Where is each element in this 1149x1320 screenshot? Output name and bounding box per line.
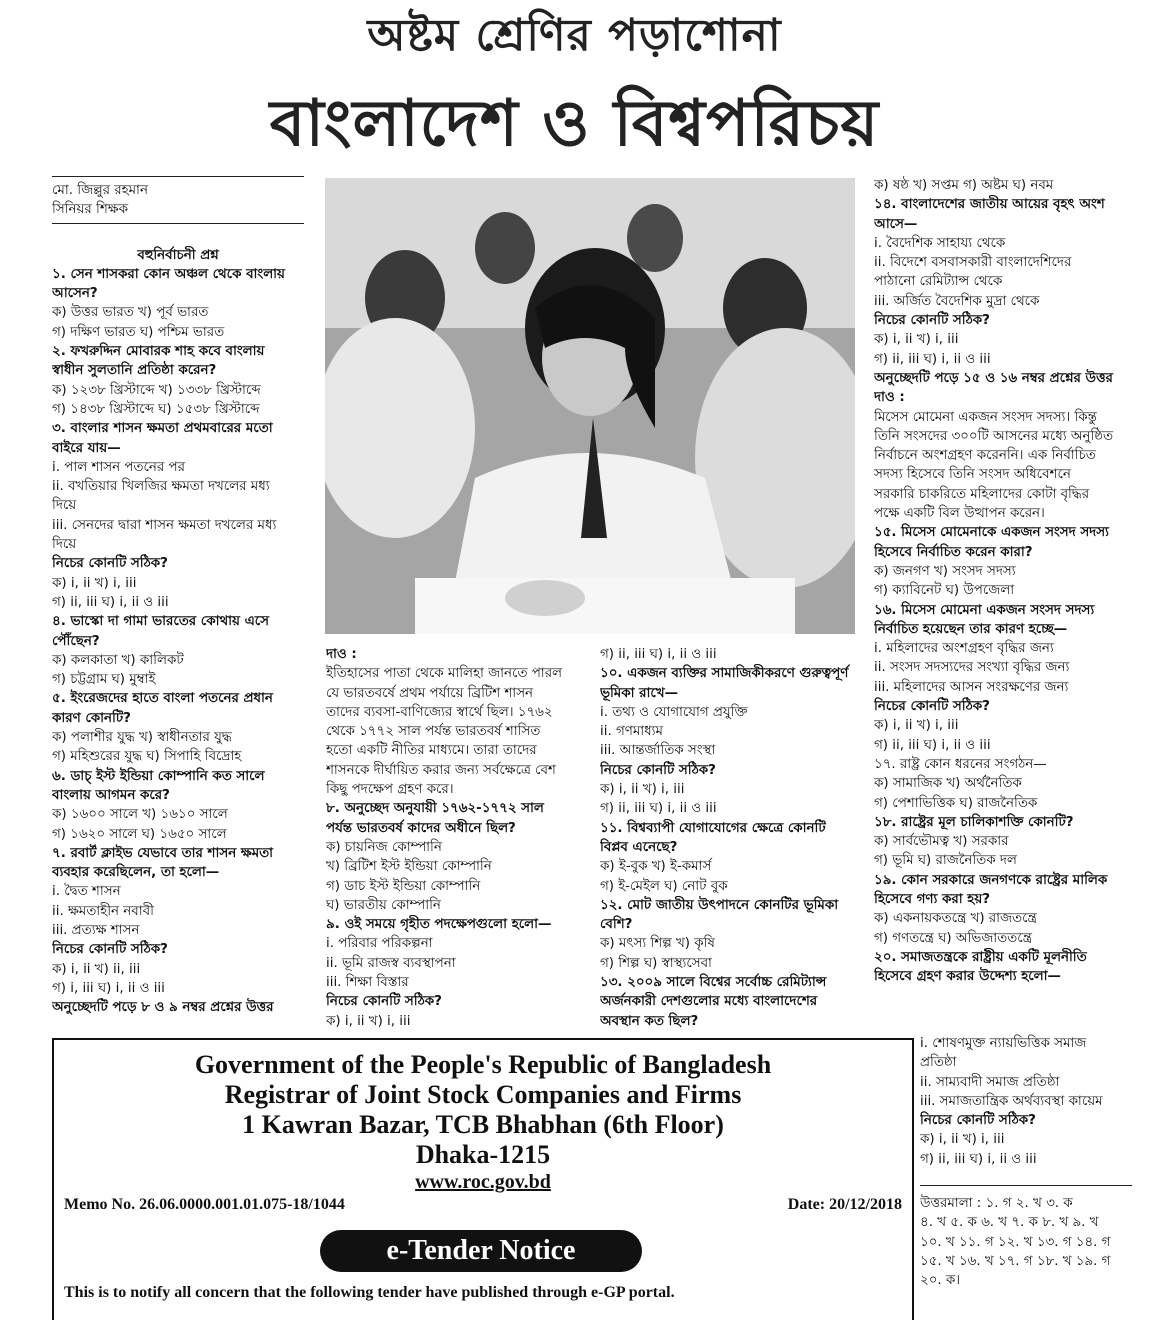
- text-line: i. মহিলাদের অংশগ্রহণ বৃদ্ধির জন্য: [874, 641, 1054, 657]
- students-writing-exam-image: [325, 178, 855, 634]
- text-line: গ) ১৪৩৮ খ্রিস্টাব্দে ঘ) ১৫৩৮ খ্রিস্টাব্দে: [52, 401, 260, 417]
- text-line: ii. বিদেশে বসবাসকারী বাংলাদেশিদের: [874, 255, 1072, 271]
- text-line: দাও :: [874, 390, 905, 406]
- text-line: বহুনির্বাচনী প্রশ্ন: [137, 247, 219, 263]
- text-line: ii. গণমাধ্যম: [600, 724, 663, 740]
- author-name: মো. জিল্লুর রহমান: [52, 183, 148, 198]
- text-line: হিসেবে নির্বাচিত করেন কারা?: [874, 544, 1033, 560]
- text-line: ৩. বাংলার শাসন ক্ষমতা প্রথমবারের মতো: [52, 421, 273, 437]
- text-line: গ) ii, iii ঘ) i, ii ও iii: [52, 594, 169, 610]
- text-line: নিচের কোনটি সঠিক?: [920, 1113, 1036, 1129]
- text-line: গ) দক্ষিণ ভারত ঘ) পশ্চিম ভারত: [52, 324, 225, 340]
- text-line: ক) i, ii খ) i, iii: [874, 718, 959, 734]
- text-line: ৬. ডাচ্ ইস্ট ইন্ডিয়া কোম্পানি কত সালে: [52, 768, 265, 784]
- text-line: অর্জনকারী দেশগুলোর মধ্যে বাংলাদেশের: [600, 994, 818, 1010]
- text-line: ক) জনগণ খ) সংসদ সদস্য: [874, 563, 1016, 579]
- column-2: [326, 645, 580, 1031]
- text-line: ১২. মোট জাতীয় উৎপাদনে কোনটির ভূমিকা: [600, 897, 839, 913]
- text-line: বাইরে যায়—: [52, 440, 121, 456]
- text-line: ২. ফখরুদ্দিন মোবারক শাহ কবে বাংলায়: [52, 344, 265, 360]
- text-line: বিপ্লব এনেছে?: [600, 839, 678, 855]
- author-role: সিনিয়র শিক্ষক: [52, 202, 128, 218]
- notice-line-registrar: Registrar of Joint Stock Companies and Firms: [224, 1080, 742, 1109]
- text-line: ৪. খ ৫. ক ৬. খ ৭. ক ৮. খ ৯. খ: [920, 1215, 1099, 1231]
- text-line: ১০. খ ১১. গ ১২. খ ১৩. গ ১৪. গ: [920, 1234, 1111, 1250]
- text-line: ১৬. মিসেস মোমেনা একজন সংসদ সদস্য: [874, 602, 1095, 618]
- text-line: ii. ভূমি রাজস্ব ব্যবস্থাপনা: [326, 955, 456, 971]
- text-line: ১৫. মিসেস মোমেনাকে একজন সংসদ সদস্য: [874, 525, 1109, 541]
- text-line: iii. আন্তর্জাতিক সংস্থা: [600, 743, 716, 759]
- text-line: হতো একটি নীতির মাধ্যমে। তারা তাদের: [326, 743, 537, 759]
- text-line: ক) i, ii খ) i, iii: [874, 332, 959, 348]
- text-line: ১৩. ২০০৯ সালে বিশ্বের সর্বোচ্চ রেমিট্যান্স: [600, 975, 827, 991]
- text-line: ঘ) ভারতীয় কোম্পানি: [326, 897, 441, 913]
- text-line: গ) ii, iii ঘ) i, ii ও iii: [920, 1151, 1037, 1167]
- text-line: ক) কলকাতা খ) কালিকট: [52, 652, 184, 668]
- text-line: গ) ii, iii ঘ) i, ii ও iii: [874, 737, 991, 753]
- text-line: কারণ কোনটি?: [52, 710, 131, 726]
- text-line: ১৮. রাষ্ট্রের মূল চালিকাশক্তি কোনটি?: [874, 814, 1074, 830]
- text-line: ৮. অনুচ্ছেদ অনুযায়ী ১৭৬২-১৭৭২ সাল: [326, 801, 544, 817]
- text-line: ক) পলাশীর যুদ্ধ খ) স্বাধীনতার যুদ্ধ: [52, 730, 232, 746]
- text-line: গ) i, iii ঘ) i, ii ও iii: [52, 980, 165, 996]
- text-line: নির্বাচিত হয়েছেন তার কারণ হচ্ছে—: [874, 621, 1068, 637]
- text-line: গ) ডাচ ইস্ট ইন্ডিয়া কোম্পানি: [326, 878, 481, 894]
- divider: [52, 223, 304, 224]
- text-line: ক) সার্বভৌমত্ব খ) সরকার: [874, 834, 1009, 850]
- text-line: ক) ১২৩৮ খ্রিস্টাব্দে খ) ১৩৩৮ খ্রিস্টাব্দে: [52, 382, 261, 398]
- text-line: অবস্থান কত ছিল?: [600, 1013, 699, 1029]
- text-line: হিসেবে গ্রহণ করার উদ্দেশ্য হলো—: [874, 969, 1061, 985]
- text-line: আসেন?: [52, 286, 98, 302]
- text-line: দাও :: [326, 647, 357, 662]
- text-line: ভূমিকা রাখে—: [600, 685, 678, 701]
- text-line: যে ভারতবর্ষে প্রথম পর্যায়ে ব্রিটিশ শাসন: [326, 685, 534, 701]
- text-line: বেশি?: [600, 917, 633, 933]
- text-line: ক) মৎস্য শিল্প খ) কৃষি: [600, 936, 715, 952]
- text-line: স্বাধীন সুলতানি প্রতিষ্ঠা করেন?: [52, 363, 217, 379]
- text-line: সরকারি চাকরিতে মহিলাদের কোটা বৃদ্ধির: [874, 486, 1090, 502]
- text-line: নিচের কোনটি সঠিক?: [52, 942, 168, 958]
- column-3: [600, 645, 856, 1031]
- answer-key: [920, 1185, 1132, 1290]
- text-line: মিসেস মোমেনা একজন সংসদ সদস্য। কিন্তু: [874, 409, 1097, 425]
- text-line: খ) ব্রিটিশ ইস্ট ইন্ডিয়া কোম্পানি: [326, 859, 492, 875]
- text-line: নিচের কোনটি সঠিক?: [52, 556, 168, 572]
- text-line: iii. শিক্ষা বিস্তার: [326, 975, 409, 991]
- text-line: নিচের কোনটি সঠিক?: [874, 313, 990, 329]
- text-line: গ) পেশাভিত্তিক ঘ) রাজনৈতিক: [874, 795, 1038, 811]
- text-line: iii. অর্জিত বৈদেশিক মুদ্রা থেকে: [874, 293, 1040, 309]
- text-line: গ) ii, iii ঘ) i, ii ও iii: [874, 351, 991, 367]
- notice-line-address: 1 Kawran Bazar, TCB Bhabhan (6th Floor): [242, 1110, 724, 1139]
- text-line: থেকে ১৭৭২ সাল পর্যন্ত ভারতবর্ষ শাসিত: [326, 724, 541, 740]
- text-line: পক্ষে একটি বিল উত্থাপন করেন।: [874, 506, 1045, 522]
- text-line: ১৪. বাংলাদেশের জাতীয় আয়ের বৃহৎ অংশ: [874, 197, 1105, 213]
- notice-line-govt: Government of the People's Republic of Bangladesh: [194, 1050, 772, 1079]
- notice-line-city: Dhaka-1215: [415, 1140, 551, 1169]
- text-line: সদস্য হিসেবে তিনি সংসদ অধিবেশনে: [874, 467, 1071, 483]
- text-line: ক) i, ii খ) i, iii: [920, 1132, 1005, 1148]
- text-line: গ) ii, iii ঘ) i, ii ও iii: [600, 647, 717, 662]
- text-line: i. শোষণমুক্ত ন্যায়ভিত্তিক সমাজ: [920, 1036, 1087, 1051]
- text-line: ৯. ওই সময়ে গৃহীত পদক্ষেপগুলো হলো—: [326, 917, 552, 933]
- text-line: প্রতিষ্ঠা: [920, 1055, 957, 1071]
- text-line: ১০. একজন ব্যক্তির সামাজিকীকরণে গুরুত্বপূর্ণ: [600, 666, 849, 682]
- text-line: হিসেবে গণ্য করা হয়?: [874, 891, 990, 907]
- text-line: ১৫. খ ১৬. খ ১৭. গ ১৮. খ ১৯. গ: [920, 1253, 1111, 1269]
- text-line: iii. সেনদের দ্বারা শাসন ক্ষমতা দখলের মধ্য: [52, 517, 277, 533]
- text-line: গ) ii, iii ঘ) i, ii ও iii: [600, 801, 717, 817]
- text-line: ক) চায়নিজ কোম্পানি: [326, 839, 442, 855]
- text-line: ২০. সমাজতন্ত্রকে রাষ্ট্রীয় একটি মূলনীতি: [874, 949, 1087, 965]
- text-line: আসে—: [874, 216, 918, 232]
- text-line: পাঠানো রেমিট্যান্স থেকে: [874, 274, 1003, 290]
- column-4: [874, 176, 1130, 986]
- memo-number: Memo No. 26.06.0000.001.01.075-18/1044: [64, 1196, 345, 1213]
- text-line: গ) মহিশুরের যুদ্ধ ঘ) সিপাহি বিদ্রোহ: [52, 749, 242, 765]
- text-line: ক) উত্তর ভারত খ) পূর্ব ভারত: [52, 305, 209, 321]
- text-line: ১১. বিশ্বব্যাপী যোগাযোগের ক্ষেত্রে কোনটি: [600, 820, 826, 836]
- notice-date: Date: 20/12/2018: [787, 1196, 902, 1213]
- text-line: i. দ্বৈত শাসন: [52, 884, 121, 900]
- text-line: i. পাল শাসন পতনের পর: [52, 459, 185, 475]
- text-line: পর্যন্ত ভারতবর্ষ কাদের অধীনে ছিল?: [326, 820, 516, 836]
- text-line: ii. বখতিয়ার খিলজির ক্ষমতা দখলের মধ্য: [52, 479, 270, 495]
- notice-body-text: This is to notify all concern that the following tender have published through e-GP portal.: [64, 1284, 675, 1301]
- text-line: নিচের কোনটি সঠিক?: [326, 994, 442, 1010]
- column-1: [52, 176, 304, 1017]
- text-line: বাংলায় আগমন করে?: [52, 787, 170, 803]
- text-line: ইতিহাসের পাতা থেকে মালিহা জানতে পারল: [326, 666, 563, 682]
- text-line: নিচের কোনটি সঠিক?: [874, 699, 990, 715]
- text-line: ক) i, ii খ) i, iii: [600, 782, 685, 798]
- text-line: গ) ১৬২০ সালে ঘ) ১৬৫০ সালে: [52, 826, 227, 842]
- text-line: ক) একনায়কতন্ত্রে খ) রাজতন্ত্রে: [874, 911, 1037, 927]
- text-line: i. তথ্য ও যোগাযোগ প্রযুক্তি: [600, 704, 748, 720]
- text-line: গ) চট্টগ্রাম ঘ) মুম্বাই: [52, 672, 156, 688]
- text-line: iii. মহিলাদের আসন সংরক্ষণের জন্য: [874, 679, 1069, 695]
- text-line: iii. সমাজতান্ত্রিক অর্থব্যবস্থা কায়েম: [920, 1093, 1103, 1109]
- text-line: ৪. ভাস্কো দা গামা ভারতের কোথায় এসে: [52, 614, 269, 630]
- text-line: ii. সাম্যবাদী সমাজ প্রতিষ্ঠা: [920, 1074, 1060, 1090]
- text-line: ক) ষষ্ঠ খ) সপ্তম গ) অষ্টম ঘ) নবম: [874, 178, 1054, 193]
- text-line: i. পরিবার পরিকল্পনা: [326, 936, 433, 952]
- text-line: ১৯. কোন সরকারে জনগণকে রাষ্ট্রের মালিক: [874, 872, 1108, 888]
- text-line: পৌঁছেন?: [52, 633, 100, 649]
- text-line: ক) i, ii খ) i, iii: [52, 575, 137, 591]
- notice-website-link[interactable]: www.roc.gov.bd: [415, 1171, 551, 1193]
- text-line: iii. প্রত্যক্ষ শাসন: [52, 922, 140, 938]
- text-line: ক) সামাজিক খ) অর্থনৈতিক: [874, 776, 1022, 792]
- text-line: ১৭. রাষ্ট্র কোন ধরনের সংগঠন—: [874, 756, 1047, 772]
- text-line: অনুচ্ছেদটি পড়ে ১৫ ও ১৬ নম্বর প্রশ্নের উত্তর: [874, 370, 1113, 386]
- text-line: ২০. ক।: [920, 1273, 961, 1289]
- e-tender-badge: e-Tender Notice: [320, 1230, 642, 1272]
- text-line: গ) গণতন্ত্রে ঘ) অভিজাততন্ত্রে: [874, 930, 1032, 946]
- text-line: তিনি সংসদের ৩০০টি আসনের মধ্যে অনুষ্ঠিত: [874, 428, 1114, 444]
- text-line: ক) ১৬০০ সালে খ) ১৬১০ সালে: [52, 807, 228, 823]
- text-line: নির্বাচনে অংশগ্রহণ করেননি। এক নির্বাচিত: [874, 448, 1096, 464]
- text-line: গ) ভূমি ঘ) রাজনৈতিক দল: [874, 853, 1017, 869]
- tender-notice-box: [52, 1038, 914, 1320]
- text-line: গ) ই-মেইল ঘ) নোট বুক: [600, 878, 728, 894]
- text-line: ii. সংসদ সদস্যদের সংখ্যা বৃদ্ধির জন্য: [874, 660, 1070, 676]
- text-line: গ) ক্যাবিনেট ঘ) উপজেলা: [874, 583, 1015, 599]
- text-line: অনুচ্ছেদটি পড়ে ৮ ও ৯ নম্বর প্রশ্নের উত্তর: [52, 1000, 274, 1016]
- text-line: শাসনকে দীর্ঘায়িত করার জন্য সর্বক্ষেত্রে বেশ: [326, 762, 556, 778]
- text-line: ii. ক্ষমতাহীন নবাবী: [52, 903, 154, 919]
- text-line: ৭. রবার্ট ক্লাইভ যেভাবে তার শাসন ক্ষমতা: [52, 845, 274, 861]
- text-line: তাদের ব্যবসা-বাণিজ্যের স্বার্থে ছিল। ১৭৬২: [326, 704, 553, 720]
- text-line: i. বৈদেশিক সাহায্য থেকে: [874, 235, 1006, 251]
- text-line: উত্তরমালা : ১. গ ২. খ ৩. ক: [920, 1196, 1073, 1211]
- column-1-body: [52, 246, 304, 1018]
- text-line: ক) i, ii খ) ii, iii: [52, 961, 141, 977]
- text-line: ১. সেন শাসকরা কোন অঞ্চল থেকে বাংলায়: [52, 266, 285, 282]
- text-line: ক) i, ii খ) i, iii: [326, 1013, 411, 1029]
- section-kicker: অষ্টম শ্রেণির পড়াশোনা: [367, 10, 782, 61]
- text-line: দিয়ে: [52, 498, 77, 514]
- column-5: [920, 1034, 1132, 1169]
- text-line: ৫. ইংরেজদের হাতে বাংলা পতনের প্রধান: [52, 691, 273, 707]
- text-line: দিয়ে: [52, 537, 77, 553]
- text-line: গ) শিল্প ঘ) স্বাস্থ্যসেবা: [600, 955, 712, 971]
- text-line: ব্যবহার করেছিলেন, তা হলো—: [52, 865, 220, 881]
- exam-hall-photo: [325, 178, 855, 634]
- text-line: নিচের কোনটি সঠিক?: [600, 762, 716, 778]
- text-line: কিছু পদক্ষেপ গ্রহণ করে।: [326, 782, 454, 798]
- text-line: ক) ই-বুক খ) ই-কমার্স: [600, 859, 712, 875]
- page-headline: বাংলাদেশ ও বিশ্বপরিচয়: [269, 87, 880, 161]
